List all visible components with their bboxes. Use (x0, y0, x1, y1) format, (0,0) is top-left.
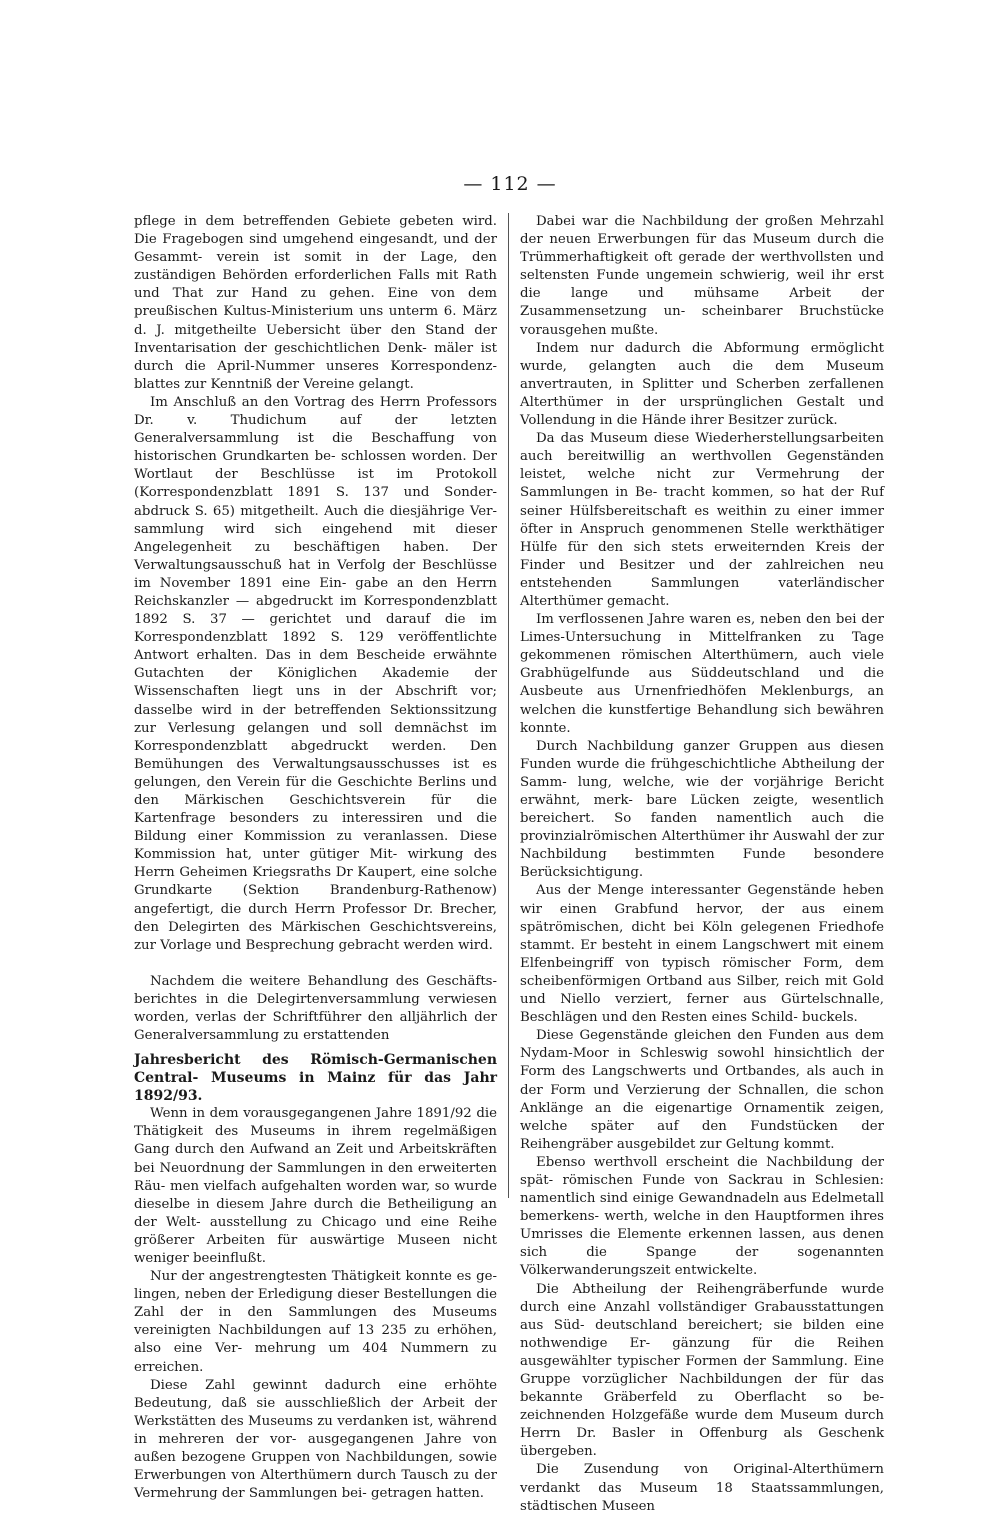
section-heading: Jahresbericht des Römisch-Germanischen Central- Museums in Mainz für das Jahr 1892/93. (134, 1052, 497, 1105)
paragraph: Im verflossenen Jahre waren es, neben den bei der Limes-Untersuchung in Mittelfranken zu Tage gekommenen römischen Alterthümern, auch viele Grabhügelfunde aus Süddeutschland und die Ausbeute aus Urnenfriedhöfen Meklenburgs, an welchen die kunstfertige Behandlung sich bewähren konnte. (520, 612, 884, 736)
paragraph: Nachdem die weitere Behandlung des Geschäfts- berichtes in die Delegirtenversammlung verwiesen worden, verlas der Schriftführer den alljährlich der Generalversammlung zu erstattenden (134, 973, 497, 1044)
paragraph: Durch Nachbildung ganzer Gruppen aus diesen Funden wurde die frühgeschichtliche Abtheilung der Samm- lung, welche, wie der vorjährige Bericht erwähnt, merk- bare Lücken zeigte, wesentlich bereichert. So fanden namentlich auch die provinzialrömischen Alterthümer ihr Auswahl der zur Nachbildung bestimmten Funde besondere Berücksichtigung. (520, 738, 884, 881)
page-number: — 112 — (463, 173, 557, 195)
paragraph: Dabei war die Nachbildung der großen Mehrzahl der neuen Erwerbungen für das Museum durch die Trümmerhaftigkeit oft gerade der werthvollsten und seltensten Funde ungemein schwierig, weil ihr erst die lange und mühsame Arbeit der Zusammensetzung un- scheinbarer Bruchstücke vorausgehen mußte. (520, 214, 884, 338)
spacer (134, 955, 497, 973)
paragraph: Nur der angestrengtesten Thätigkeit konnte es ge- lingen, neben der Erledigung dieser Bestellungen die Zahl der in den Sammlungen des Museums vereinigten Nachbildungen auf 13 235 zu erhöhen, also eine Ver- mehrung um 404 Nummern zu erreichen. (134, 1269, 497, 1375)
left-column (134, 213, 497, 1503)
paragraph: Die Abtheilung der Reihengräberfunde wurde durch eine Anzahl vollständiger Grabausstattungen aus Süd- deutschland bereichert; sie bilden eine nothwendige Er- gänzung für die Reihen ausgewählter typischer Formen der Sammlung. Eine Gruppe vorzüglicher Nachbildungen der für das bekannte Gräberfeld zu Oberflacht so be- zeichnenden Holzgefäße wurde dem Museum durch Herrn Dr. Basler in Offenburg als Geschenk übergeben. (520, 1281, 884, 1460)
paragraph: Diese Gegenstände gleichen den Funden aus dem Nydam-Moor in Schleswig sowohl hinsichtlich der Form des Langschwerts und Ortbandes, als auch in der Form und Verzierung der Schnallen, die schon Anklänge an die eigenartige Ornamentik zeigen, welche später auf den Fundstücken der Reihengräber ausgebildet zur Geltung kommt. (520, 1028, 884, 1152)
right-column (520, 213, 884, 1516)
column-divider (508, 213, 509, 1198)
paragraph: Aus der Menge interessanter Gegenstände heben wir einen Grabfund hervor, der aus einem spätrömischen, dicht bei Köln gelegenen Friedhofe stammt. Er besteht in einem Langschwert mit einem Elfenbeingriff von typisch römischer Form, dem scheibenförmigen Ortband aus Silber, reich mit Gold und Niello verziert, ferner aus Gürtelschnalle, Beschlägen und den Resten eines Schild- buckels. (520, 883, 884, 1026)
paragraph: Ebenso werthvoll erscheint die Nachbildung der spät- römischen Funde von Sackrau in Schlesien: namentlich sind einige Gewandnadeln aus Edelmetall bemerkens- werth, welche in den Hauptformen ihres Umrisses die Elemente erkennen lassen, aus denen sich die Spange der sogenannten Völkerwanderungszeit entwickelte. (520, 1154, 884, 1279)
paragraph: Da das Museum diese Wiederherstellungsarbeiten auch bereitwillig an werthvollen Gegenständen leistet, welche nicht zur Vermehrung der Sammlungen in Be- tracht kommen, so hat der Ruf seiner Hülfsbereitschaft es weithin zu einer immer öfter in Anspruch genommenen Stelle werkthätiger Hülfe für den sich stets erweiternden Kreis der Finder und Besitzer und der zahlreichen neu entstehenden Sammlungen vaterländischer Alterthümer gemacht. (520, 431, 884, 609)
paragraph: Die Zusendung von Original-Alterthümern verdankt das Museum 18 Staatssammlungen, städtischen Museen (520, 1462, 884, 1514)
paragraph: Diese Zahl gewinnt dadurch eine erhöhte Bedeutung, daß sie ausschließlich der Arbeit der Werkstätten des Museums zu verdanken ist, während in mehreren der vor- ausgegangenen Jahre von außen bezogene Gruppen von Nachbildungen, sowie Erwerbungen von Alterthümern durch Tausch zu der Vermehrung der Sammlungen bei- getragen hatten. (134, 1377, 497, 1502)
paragraph: Wenn in dem vorausgegangenen Jahre 1891/92 die Thätigkeit des Museums in ihrem regelmäßigen Gang durch den Aufwand an Zeit und Arbeitskräften bei Neuordnung der Sammlungen in den erweiterten Räu- men vielfach aufgehalten worden war, so wurde dieselbe in diesem Jahre durch die Betheiligung an der Welt- ausstellung zu Chicago und eine Reihe größerer Arbeiten für auswärtige Museen nicht weniger beeinflußt. (134, 1106, 497, 1266)
paragraph: Im Anschluß an den Vortrag des Herrn Professors Dr. v. Thudichum auf der letzten Generalversammlung ist die Beschaffung von historischen Grundkarten be- schlossen worden. Der Wortlaut der Beschlüsse ist im Protokoll (Korrespondenzblatt 1891 S. 137 und Sonder- abdruck S. 65) mitgetheilt. Auch die diesjährige Ver- sammlung wird sich eingehend mit dieser Angelegenheit zu beschäftigen haben. Der Verwaltungsausschuß hat in Verfolg der Beschlüsse im November 1891 eine Ein- gabe an den Herrn Reichskanzler — abgedruckt im Korrespondenzblatt 1892 S. 37 — gerichtet und darauf die im Korrespondenzblatt 1892 S. 129 veröffentlichte Antwort erhalten. Das in dem Bescheide erwähnte Gutachten der Königlichen Akademie der Wissenschaften liegt uns in der Abschrift vor; dasselbe wird in der betreffenden Sektionssitzung zur Verlesung gelangen und soll demnächst im Korrespondenzblatt abgedruckt werden. Den Bemühungen des Verwaltungsausschusses ist es gelungen, den Verein für die Geschichte Berlins und den Märkischen Geschichtsverein für die Kartenfrage besonders zu interessiren und die Bildung einer Kommission zu veranlassen. Diese Kommission hat, unter gütiger Mit- wirkung des Herrn Geheimen Kriegsraths Dr Kaupert, eine solche Grundkarte (Sektion Brandenburg-Rathenow) angefertigt, die durch Herrn Professor Dr. Brecher, den Delegirten des Märkischen Geschichtsvereins, zur Vorlage und Besprechung gebracht werden wird. (134, 394, 497, 953)
paragraph: Indem nur dadurch die Abformung ermöglicht wurde, gelangten auch die dem Museum anvertrauten, in Splitter und Scherben zerfallenen Alterthümer in der ursprünglichen Gestalt und Vollendung in die Hände ihrer Besitzer zurück. (520, 340, 884, 429)
paragraph: pflege in dem betreffenden Gebiete gebeten wird. Die Fragebogen sind umgehend eingesandt, und der Gesammt- verein ist somit in der Lage, den zuständigen Behörden erforderlichen Falls mit Rath und That zur Hand zu gehen. Eine von dem preußischen Kultus-Ministerium uns unterm 6. März d. J. mitgetheilte Uebersicht über den Stand der Inventarisation der geschichtlichen Denk- mäler ist durch die April-Nummer unseres Korrespondenz- blattes zur Kenntniß der Vereine gelangt. (134, 214, 497, 392)
